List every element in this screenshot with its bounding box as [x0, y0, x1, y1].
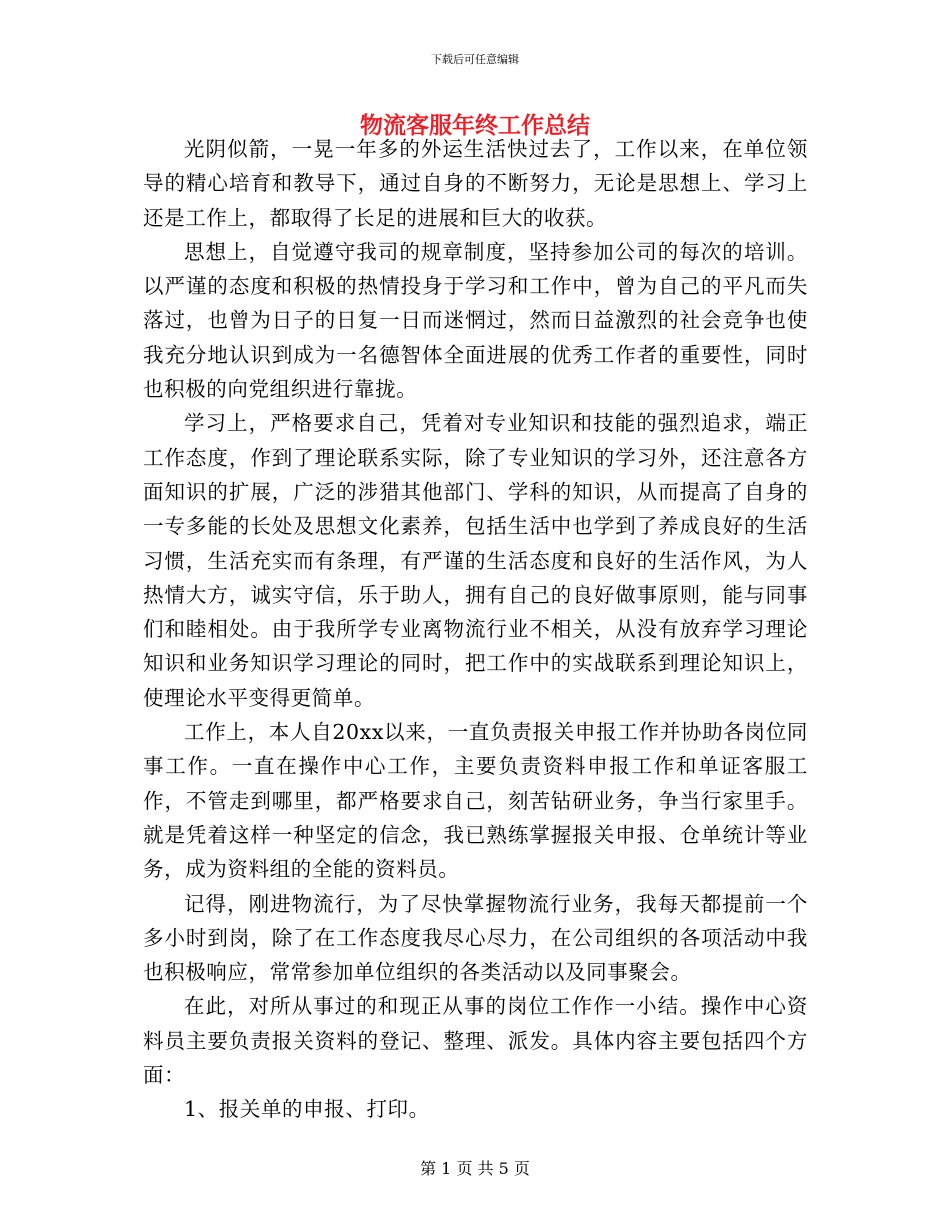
page-number-footer: 第 1 页 共 5 页: [420, 1159, 530, 1178]
page-header-note: 下载后可任意编辑: [431, 53, 519, 66]
document-body: [143, 132, 808, 1127]
paragraph-work: 工作上，本人自20xx以来，一直负责报关申报工作并协助各岗位同事工作。一直在操作中心工作，主要负责资料申报工作和单证客服工作，不管走到哪里，都严格要求自己，刻苦钻研业务，争当行家里手。就是凭着这样一种坚定的信念，我已熟练掌握报关申报、仓单统计等业务，成为资料组的全能的资料员。: [143, 720, 808, 882]
paragraph-summary-intro: 在此，对所从事过的和现正从事的岗位工作作一小结。操作中心资料员主要负责报关资料的登记、整理、派发。具体内容主要包括四个方面：: [143, 994, 808, 1088]
paragraph-intro: 光阴似箭，一晃一年多的外运生活快过去了，工作以来，在单位领导的精心培育和教导下，通过自身的不断努力，无论是思想上、学习上还是工作上，都取得了长足的进展和巨大的收获。: [143, 137, 808, 230]
paragraph-memory: 记得，刚进物流行，为了尽快掌握物流行业务，我每天都提前一个多小时到岗，除了在工作态度我尽心尽力，在公司组织的各项活动中我也积极响应，常常参加单位组织的各类活动以及同事聚会。: [143, 891, 808, 985]
document-title: 物流客服年终工作总结: [360, 112, 590, 139]
paragraph-ideology: 思想上，自觉遵守我司的规章制度，坚持参加公司的每次的培训。以严谨的态度和积极的热情投身于学习和工作中，曾为自己的平凡而失落过，也曾为日子的日复一日而迷惘过，然而日益激烈的社会竞争也使我充分地认识到成为一名德智体全面进展的优秀工作者的重要性，同时也积极的向党组织进行靠拢。: [143, 239, 808, 402]
paragraph-item-1: 1、报关单的申报、打印。: [184, 1097, 430, 1122]
paragraph-study: 学习上，严格要求自己，凭着对专业知识和技能的强烈追求，端正工作态度，作到了理论联系实际，除了专业知识的学习外，还注意各方面知识的扩展，广泛的涉猎其他部门、学科的知识，从而提高了自身的一专多能的长处及思想文化素养，包括生活中也学到了养成良好的生活习惯，生活充实而有条理，有严谨的生活态度和良好的生活作风，为人热情大方，诚实守信，乐于助人，拥有自己的良好做事原则，能与同事们和睦相处。由于我所学专业离物流行业不相关，从没有放弃学习理论知识和业务知识学习理论的同时，把工作中的实战联系到理论知识上，使理论水平变得更简单。: [143, 411, 808, 710]
